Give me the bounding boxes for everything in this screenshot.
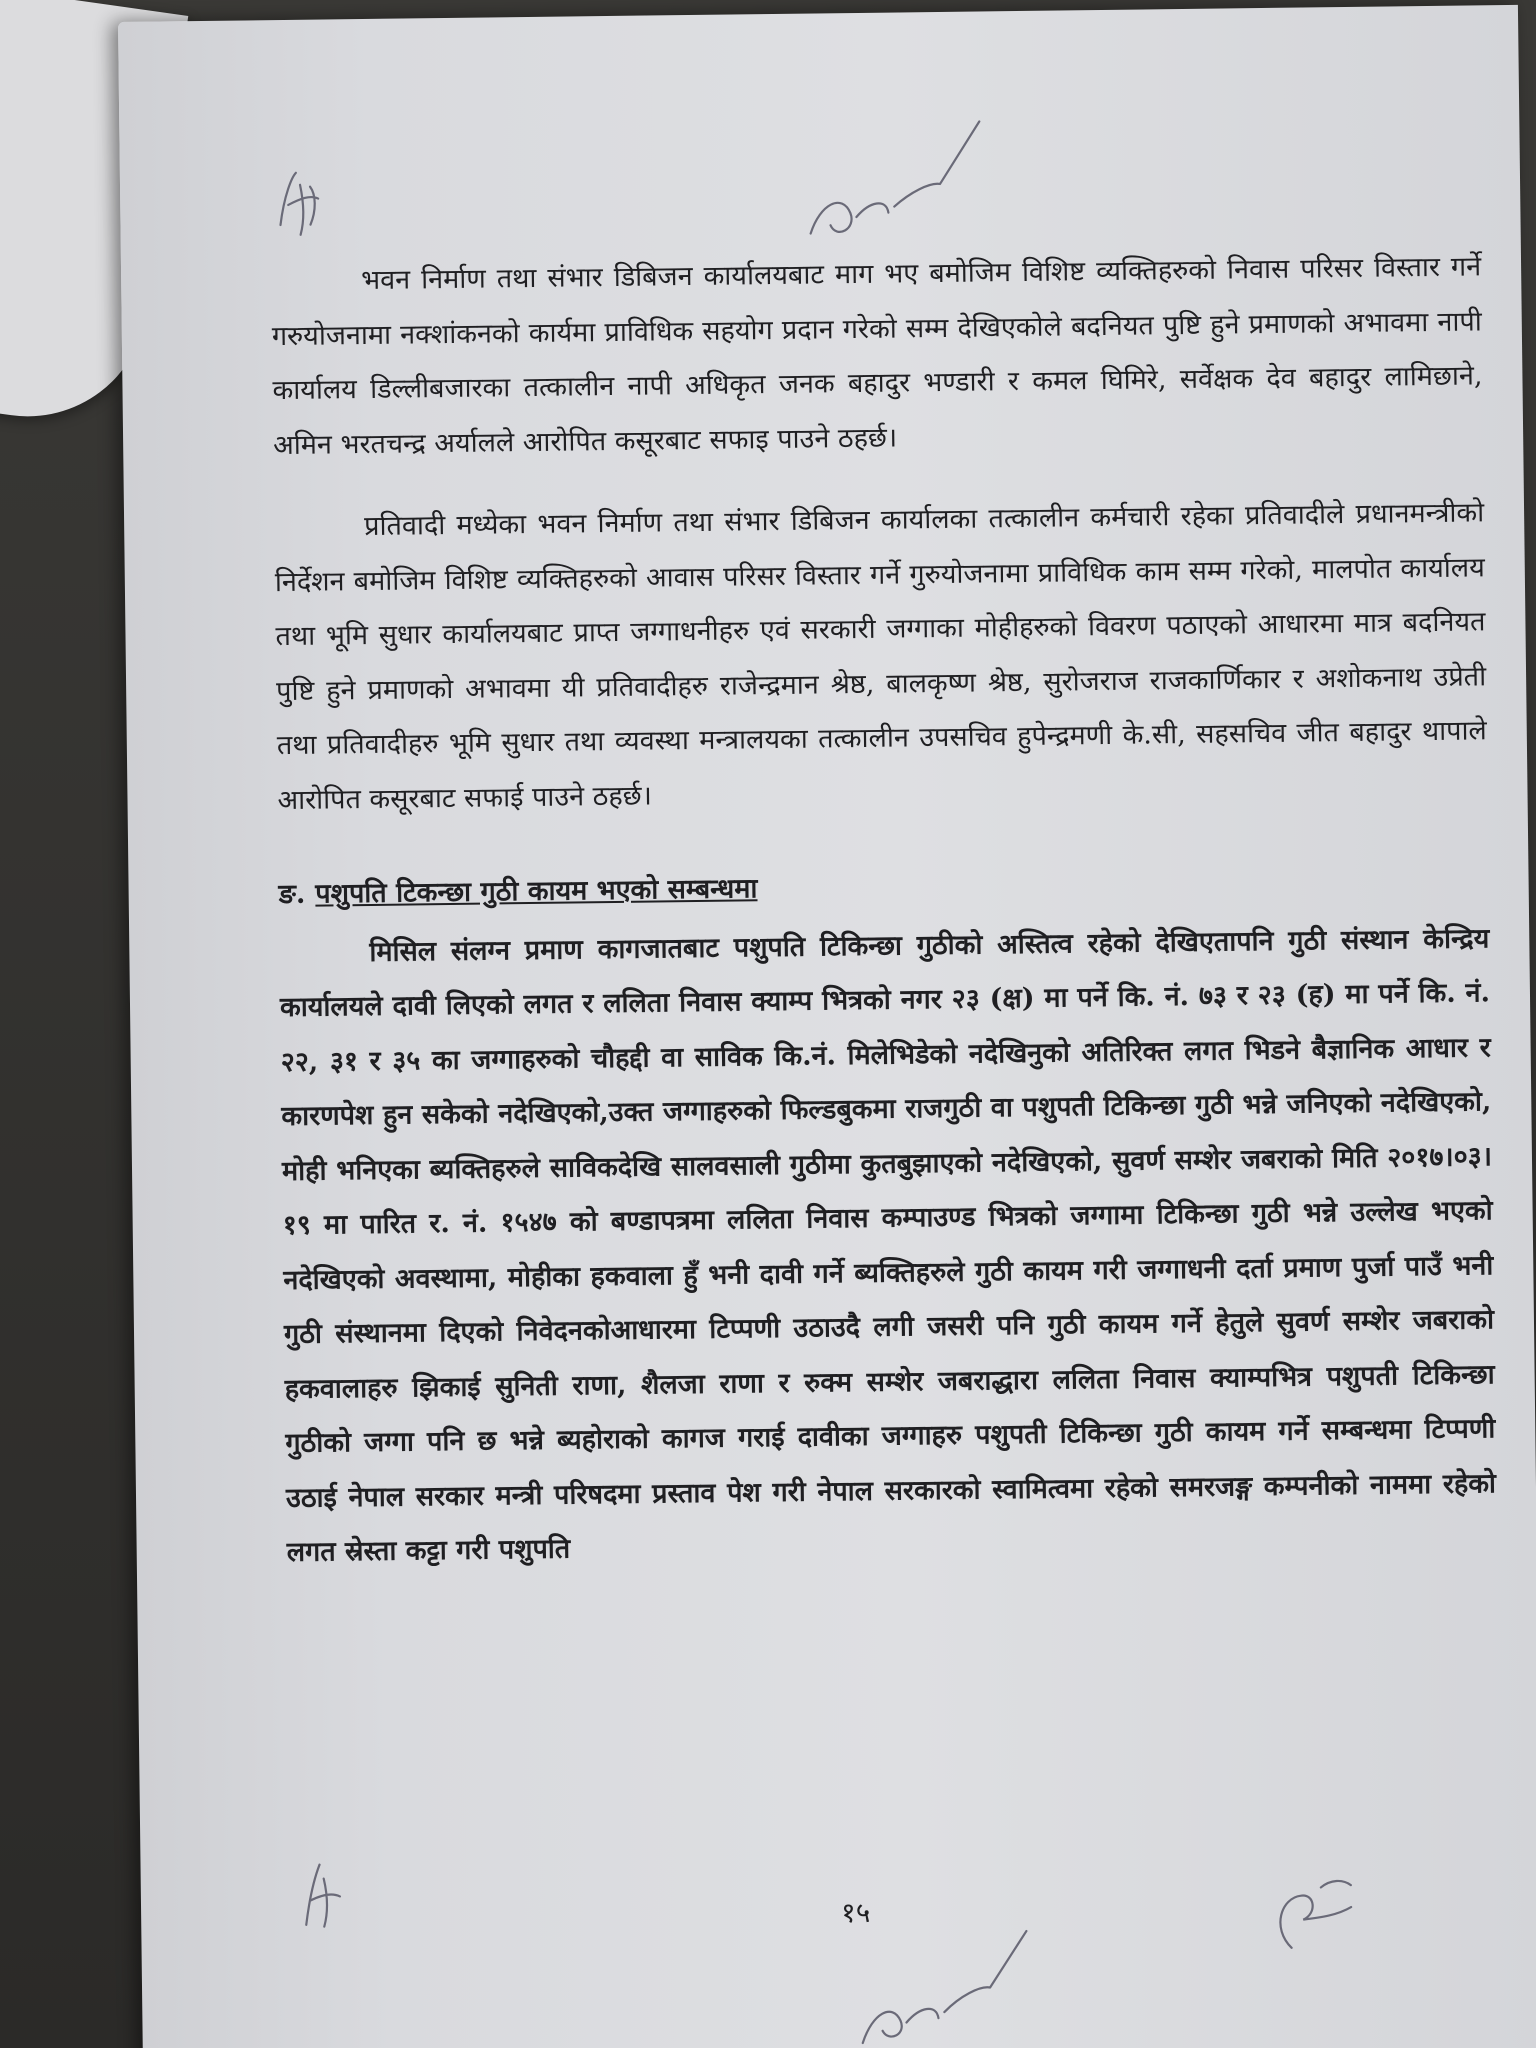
- paragraph-2: प्रतिवादी मध्येका भवन निर्माण तथा संभार डिबिजन कार्यालका तत्कालीन कर्मचारी रहेका प्रतिवादीले प्रधानमन्त्रीको निर्देशन बमोजिम विशिष्ट व्यक्तिहरुको आवास परिसर विस्तार गर्ने गुरुयोजनामा प्राविधिक काम सम्म गरेको, मालपोत कार्यालय तथा भूमि सुधार कार्यालयबाट प्राप्त जग्गाधनीहरु एवं सरकारी जग्गाका मोहीहरुको विवरण पठाएको आधारमा मात्र बदनियत पुष्टि हुने प्रमाणको अभावमा यी प्रतिवादीहरु राजेन्द्रमान श्रेष्ठ, बालकृष्ण श्रेष्ठ, सुरोजराज राजकार्णिकार र अशोकनाथ उप्रेती तथा प्रतिवादीहरु भूमि सुधार तथा व्यवस्था मन्त्रालयका तत्कालीन उपसचिव हुपेन्द्रमणी के.सी, सहसचिव जीत बहादुर थापाले आरोपित कसूरबाट सफाई पाउने ठहर्छ।: [274, 497, 1487, 816]
- signature-mark-bottom-right: [1251, 1867, 1372, 1958]
- section-number: ङ.: [278, 878, 306, 911]
- document-page: [118, 5, 1536, 2048]
- initial-mark-bottom-left: [295, 1854, 356, 1935]
- document-body: [271, 240, 1497, 1580]
- initial-mark-top-left: [270, 164, 341, 245]
- section-heading: [278, 853, 1489, 922]
- signature-mark-bottom: [841, 1891, 1043, 2048]
- section-title: पशुपति टिकन्छा गुठी कायम भएको सम्बन्धमा: [315, 873, 758, 910]
- page-number: १५: [840, 1895, 871, 1930]
- paragraph-1: भवन निर्माण तथा संभार डिबिजन कार्यालयबाट माग भए बमोजिम विशिष्ट व्यक्तिहरुको निवास परिसर विस्तार गर्ने गरुयोजनामा नक्शांकनको कार्यमा प्राविधिक सहयोग प्रदान गरेको सम्म देखिएकोले बदनियत पुष्टि हुने प्रमाणको अभावमा नापी कार्यालय डिल्लीबजारका तत्कालीन नापी अधिकृत जनक बहादुर भण्डारी र कमल घिमिरे, सर्वेक्षक देव बहादुर लामिछाने, अमिन भरतचन्द्र अर्यालले आरोपित कसूरबाट सफाइ पाउने ठहर्छ।: [271, 251, 1483, 461]
- section-body-paragraph: मिसिल संलग्न प्रमाण कागजातबाट पशुपति टिकिन्छा गुठीको अस्तित्व रहेको देखिएतापनि गुठी संस्थान केन्द्रिय कार्यालयले दावी लिएको लगत र ललिता निवास क्याम्प भित्रको नगर २३ (क्ष) मा पर्ने कि. नं. ७३ र २३ (ह) मा पर्ने कि. नं. २२, ३१ र ३५ का जग्गाहरुको चौहद्दी वा साविक कि.नं. मिलेभिडेको नदेखिनुको अतिरिक्त लगत भिडने बैज्ञानिक आधार र कारणपेश हुन सकेको नदेखिएको,उक्त जग्गाहरुको फिल्डबुकमा राजगुठी वा पशुपती टिकिन्छा गुठी भन्ने जनिएको नदेखिएको, मोही भनिएका ब्यक्तिहरुले साविकदेखि सालवसाली गुठीमा कुतबुझाएको नदेखिएको, सुवर्ण सम्शेर जबराको मिति २०१७।०३।१९ मा पारित र. नं. १५४७ को बण्डापत्रमा ललिता निवास कम्पाउण्ड भित्रको जग्गामा टिकिन्छा गुठी भन्ने उल्लेख भएको नदेखिएको अवस्थामा, मोहीका हकवाला हुँ भनी दावी गर्ने ब्यक्तिहरुले गुठी कायम गरी जग्गाधनी दर्ता प्रमाण पुर्जा पाउँ भनी गुठी संस्थानमा दिएको निवेदनकोआधारमा टिप्पणी उठाउदै लगी जसरी पनि गुठी कायम गर्ने हेतुले सुवर्ण सम्शेर जबराको हकवालाहरु झिकाई सुनिती राणा, शैलजा राणा र रुक्म सम्शेर जबराद्धारा ललिता निवास क्याम्पभित्र पशुपती टिकिन्छा गुठीको जग्गा पनि छ भन्ने ब्यहोराको कागज गराई दावीका जग्गाहरु पशुपती टिकिन्छा गुठी कायम गर्ने सम्बन्धमा टिप्पणी उठाई नेपाल सरकार मन्त्री परिषदमा प्रस्ताव पेश गरी नेपाल सरकारको स्वामित्वमा रहेको समरजङ्ग कम्पनीको नाममा रहेको लगत स्रेस्ता कट्टा गरी पशुपति: [279, 922, 1497, 1569]
